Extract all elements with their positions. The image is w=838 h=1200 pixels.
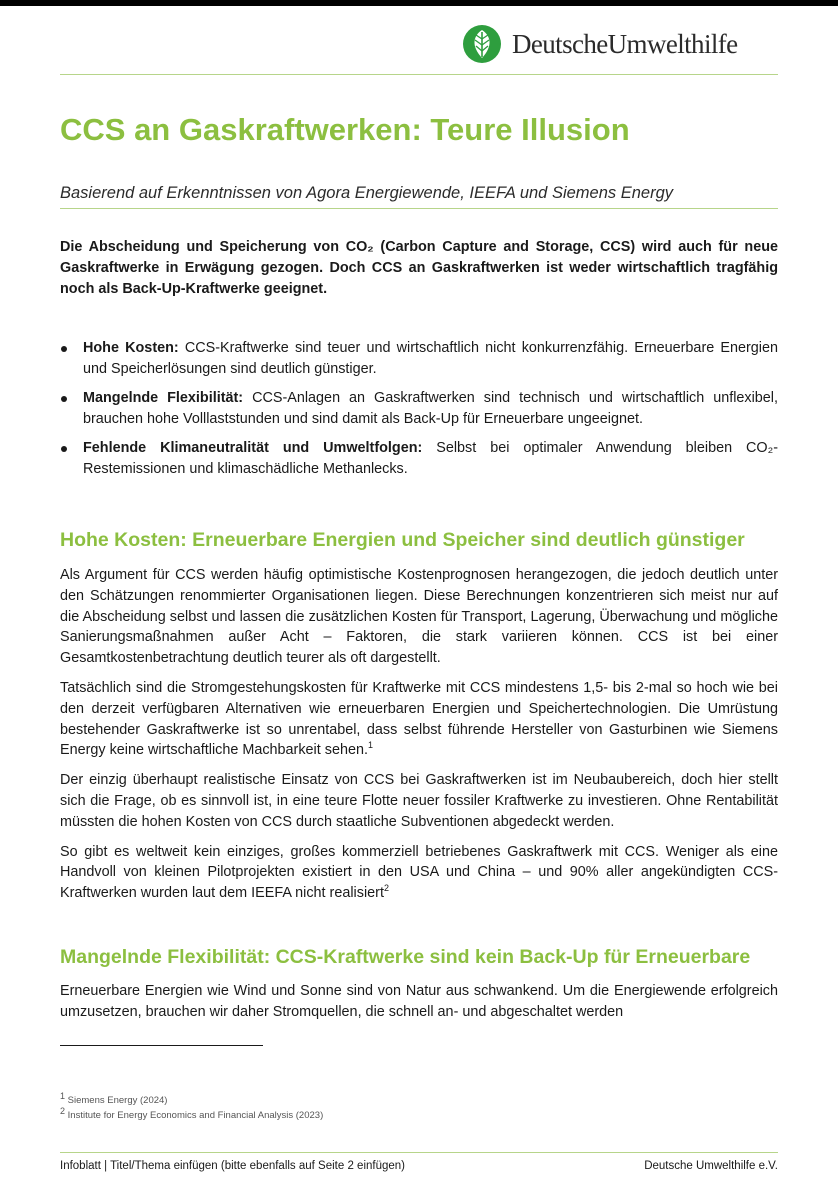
paragraph: Erneuerbare Energien wie Wind und Sonne sind von Natur aus schwankend. Um die Energiewende erfolgreich umzusetzen, brauchen wir daher Stromquellen, die schnell an- und abgeschaltet werden bbox=[60, 983, 778, 1020]
paragraph: Als Argument für CCS werden häufig optimistische Kostenprognosen herangezogen, die jedoch deutlich unter den Schätzungen renommierter Organisationen liegen. Diese Berechnungen konzentrieren sich meist nur auf die Abscheidung selbst und lassen die zusätzlichen Kosten für Transport, Lagerung, Überwachung und mögliche Sanierungsmaßnahmen außer Acht – Faktoren, die stark variieren können. CCS ist bei einer Gesamtkostenbetrachtung deutlich teurer als oft dargestellt. bbox=[60, 567, 778, 667]
logo-text: DeutscheUmwelthilfe bbox=[512, 28, 738, 59]
footnote-rule bbox=[60, 1045, 263, 1046]
footnote-number: 1 bbox=[60, 1090, 66, 1101]
paragraph-text: Tatsächlich sind die Stromgestehungskosten für Kraftwerke mit CCS mindestens 1,5- bis 2-mal so hoch wie bei den derzeit verfügbaren Alternativen wie erneuerbaren Energien und Speichertechnologien. Die Umrüstung bestehender Gaskraftwerke ist so unrentabel, dass selbst führende Hersteller von Gasturbinen wie Siemens Energy keine wirtschaftliche Machbarkeit sehen. bbox=[60, 679, 778, 759]
section-heading-costs: Hohe Kosten: Erneuerbare Energien und Speicher sind deutlich günstiger bbox=[60, 529, 745, 551]
footnote-text: Siemens Energy (2024) bbox=[67, 1095, 168, 1106]
logo bbox=[462, 24, 738, 64]
bullet-dot-icon bbox=[61, 396, 67, 402]
bullet-item bbox=[60, 388, 778, 429]
header-rule bbox=[60, 74, 778, 75]
bullet-dot-icon bbox=[61, 446, 67, 452]
paragraph-text: So gibt es weltweit kein einziges, großes kommerziell betriebenes Gaskraftwerk mit CCS. Weniger als eine Handvoll von kleinen Pilotprojekten existiert in den USA und China – und 90% aller angekündigten CCS-Kraftwerken wurden laut dem IEEFA nicht realisiert bbox=[60, 843, 778, 902]
footnote-number: 2 bbox=[60, 1105, 66, 1116]
subtitle-rule bbox=[60, 208, 778, 209]
page-title: CCS an Gaskraftwerken: Teure Illusion bbox=[60, 112, 630, 147]
bullet-label: Fehlende Klimaneutralität und Umweltfolgen: bbox=[83, 440, 423, 456]
bullet-text: Selbst bei optimaler Anwendung bleiben CO₂-Restemissionen und klimaschädliche Methanlecks. bbox=[83, 440, 778, 477]
section-body-flexibility bbox=[60, 981, 778, 1032]
bullet-item bbox=[60, 438, 778, 479]
bullet-item bbox=[60, 338, 778, 379]
footer-left-text: Infoblatt | Titel/Thema einfügen (bitte ebenfalls auf Seite 2 einfügen) bbox=[60, 1160, 406, 1172]
intro-paragraph: Die Abscheidung und Speicherung von CO₂ (Carbon Capture and Storage, CCS) wird auch für neue Gaskraftwerke in Erwägung gezogen. Doch CCS an Gaskraftwerken ist weder wirtschaftlich tragfähig noch als Back-Up-Kraftwerke geeignet. bbox=[60, 239, 778, 297]
footnote-text: Institute for Energy Economics and Financial Analysis (2023) bbox=[67, 1110, 324, 1121]
footnote-ref[interactable]: 1 bbox=[367, 740, 373, 751]
footnote bbox=[60, 1105, 324, 1123]
footnote bbox=[60, 1090, 323, 1108]
bullet-label: Hohe Kosten: bbox=[83, 340, 179, 356]
section-body-costs bbox=[60, 565, 778, 913]
paragraph: Der einzig überhaupt realistische Einsatz von CCS bei Gaskraftwerken ist im Neubaubereich, doch hier stellt sich die Frage, ob es sinnvoll ist, in eine teure Flotte neuer fossiler Kraftwerke zu investieren. Ohne Rentabilität müssten die hohen Kosten von CCS durch staatliche Subventionen abgedeckt werden. bbox=[60, 772, 778, 830]
bullet-dot-icon bbox=[61, 346, 67, 352]
top-black-bar bbox=[0, 0, 838, 6]
paragraph bbox=[60, 678, 778, 761]
footnotes bbox=[60, 1090, 324, 1123]
summary-bullet-list bbox=[60, 338, 778, 488]
bullet-label: Mangelnde Flexibilität: bbox=[83, 390, 244, 406]
footer-right-text: Deutsche Umwelthilfe e.V. bbox=[644, 1160, 778, 1172]
subtitle: Basierend auf Erkenntnissen von Agora Energiewende, IEEFA und Siemens Energy bbox=[60, 184, 673, 202]
bullet-text: CCS-Anlagen an Gaskraftwerken sind technisch und wirtschaftlich unflexibel, brauchen hohe Volllaststunden und sind damit als Back-Up für Erneuerbare ungeeignet. bbox=[83, 390, 779, 427]
footer-rule bbox=[60, 1152, 778, 1153]
footnote-ref[interactable]: 2 bbox=[383, 883, 389, 894]
paragraph bbox=[60, 842, 778, 904]
bullet-text: CCS-Kraftwerke sind teuer und wirtschaftlich nicht konkurrenzfähig. Erneuerbare Energien und Speicherlösungen sind deutlich günstiger. bbox=[83, 340, 778, 377]
section-heading-flexibility: Mangelnde Flexibilität: CCS-Kraftwerke sind kein Back-Up für Erneuerbare bbox=[60, 946, 751, 968]
globe-leaf-icon bbox=[462, 24, 502, 64]
